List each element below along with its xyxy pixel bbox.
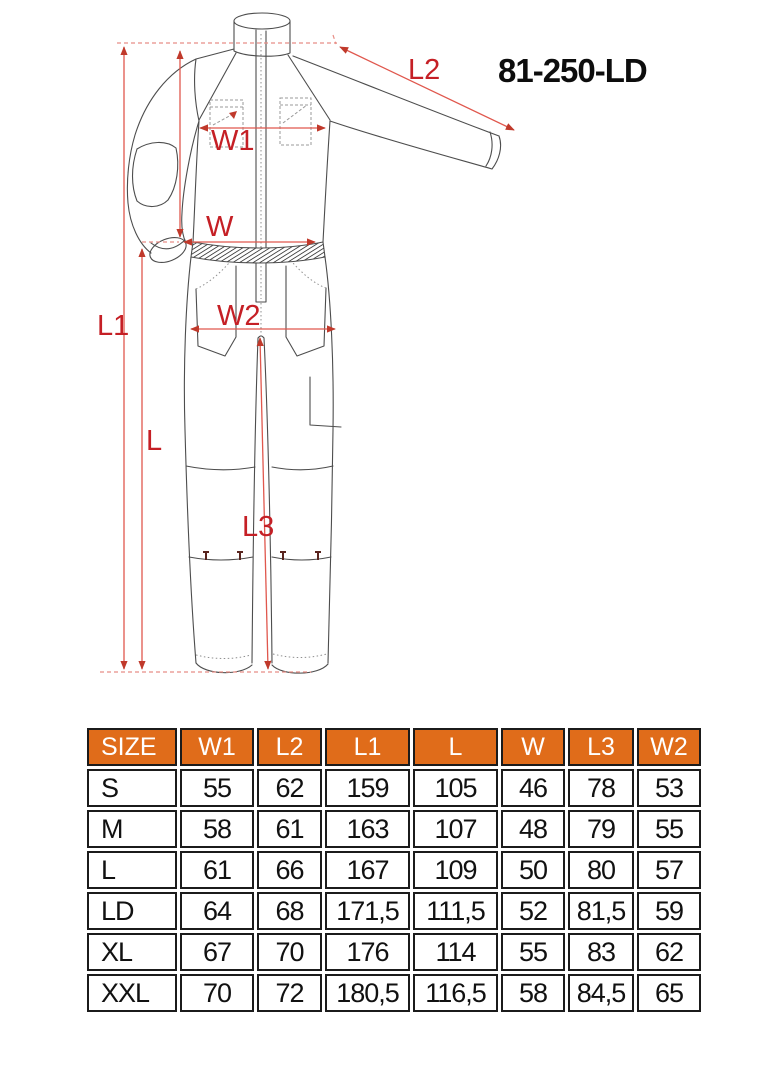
left-hip-pocket-opening xyxy=(196,263,229,289)
hem-stitches xyxy=(196,654,327,659)
dim-label-w1: W1 xyxy=(211,125,255,157)
column-header-w1: W1 xyxy=(180,728,254,766)
value-cell: 58 xyxy=(501,974,565,1012)
table-row xyxy=(87,974,701,1012)
elastic-waistband xyxy=(191,242,325,263)
value-cell: 53 xyxy=(637,769,701,807)
elbow-patch xyxy=(133,142,178,206)
table-row xyxy=(87,810,701,848)
value-cell: 167 xyxy=(325,851,410,889)
right-sleeve xyxy=(293,56,501,169)
left-cuff xyxy=(146,233,189,268)
table-row xyxy=(87,933,701,971)
dimension-lines xyxy=(100,35,514,672)
value-cell: 116,5 xyxy=(413,974,498,1012)
column-header-w2: W2 xyxy=(637,728,701,766)
column-header-l1: L1 xyxy=(325,728,410,766)
pocket-arrow-icon xyxy=(229,111,237,119)
size-cell: M xyxy=(87,810,177,848)
size-cell: XXL xyxy=(87,974,177,1012)
size-table xyxy=(84,725,704,1015)
value-cell: 70 xyxy=(180,974,254,1012)
value-cell: 61 xyxy=(180,851,254,889)
pencil-slots xyxy=(213,105,307,125)
value-cell: 70 xyxy=(257,933,322,971)
value-cell: 79 xyxy=(568,810,634,848)
value-cell: 81,5 xyxy=(568,892,634,930)
value-cell: 62 xyxy=(257,769,322,807)
column-header-l3: L3 xyxy=(568,728,634,766)
value-cell: 55 xyxy=(637,810,701,848)
dim-label-w: W xyxy=(206,211,234,243)
size-cell: S xyxy=(87,769,177,807)
dim-label-w2: W2 xyxy=(217,300,261,332)
value-cell: 66 xyxy=(257,851,322,889)
table-row xyxy=(87,851,701,889)
value-cell: 64 xyxy=(180,892,254,930)
column-header-l: L xyxy=(413,728,498,766)
value-cell: 65 xyxy=(637,974,701,1012)
size-cell: L xyxy=(87,851,177,889)
right-hip-pocket-opening xyxy=(293,263,326,288)
dim-label-l: L xyxy=(146,425,163,457)
value-cell: 62 xyxy=(637,933,701,971)
collar xyxy=(234,13,290,56)
table-header-row xyxy=(87,728,701,766)
knee-pad-slots xyxy=(203,552,321,560)
value-cell: 176 xyxy=(325,933,410,971)
value-cell: 171,5 xyxy=(325,892,410,930)
value-cell: 46 xyxy=(501,769,565,807)
value-cell: 83 xyxy=(568,933,634,971)
dim-label-l3: L3 xyxy=(242,511,275,543)
size-cell: LD xyxy=(87,892,177,930)
value-cell: 59 xyxy=(637,892,701,930)
column-header-l2: L2 xyxy=(257,728,322,766)
value-cell: 61 xyxy=(257,810,322,848)
value-cell: 114 xyxy=(413,933,498,971)
value-cell: 52 xyxy=(501,892,565,930)
size-cell: XL xyxy=(87,933,177,971)
value-cell: 48 xyxy=(501,810,565,848)
value-cell: 55 xyxy=(180,769,254,807)
value-cell: 80 xyxy=(568,851,634,889)
value-cell: 109 xyxy=(413,851,498,889)
value-cell: 180,5 xyxy=(325,974,410,1012)
table-row xyxy=(87,892,701,930)
dim-label-l1: L1 xyxy=(97,310,130,342)
cargo-pocket xyxy=(310,377,341,427)
dim-label-l2: L2 xyxy=(408,54,441,86)
coverall-outline xyxy=(127,13,500,673)
right-hip-pocket xyxy=(286,266,326,356)
value-cell: 105 xyxy=(413,769,498,807)
value-cell: 111,5 xyxy=(413,892,498,930)
product-code: 81-250-LD xyxy=(498,52,647,89)
dim-line-l3 xyxy=(260,338,268,669)
value-cell: 55 xyxy=(501,933,565,971)
value-cell: 163 xyxy=(325,810,410,848)
column-header-w: W xyxy=(501,728,565,766)
column-header-size: SIZE xyxy=(87,728,177,766)
value-cell: 67 xyxy=(180,933,254,971)
value-cell: 84,5 xyxy=(568,974,634,1012)
value-cell: 107 xyxy=(413,810,498,848)
value-cell: 159 xyxy=(325,769,410,807)
value-cell: 57 xyxy=(637,851,701,889)
table-row xyxy=(87,769,701,807)
value-cell: 72 xyxy=(257,974,322,1012)
value-cell: 78 xyxy=(568,769,634,807)
value-cell: 68 xyxy=(257,892,322,930)
value-cell: 50 xyxy=(501,851,565,889)
value-cell: 58 xyxy=(180,810,254,848)
